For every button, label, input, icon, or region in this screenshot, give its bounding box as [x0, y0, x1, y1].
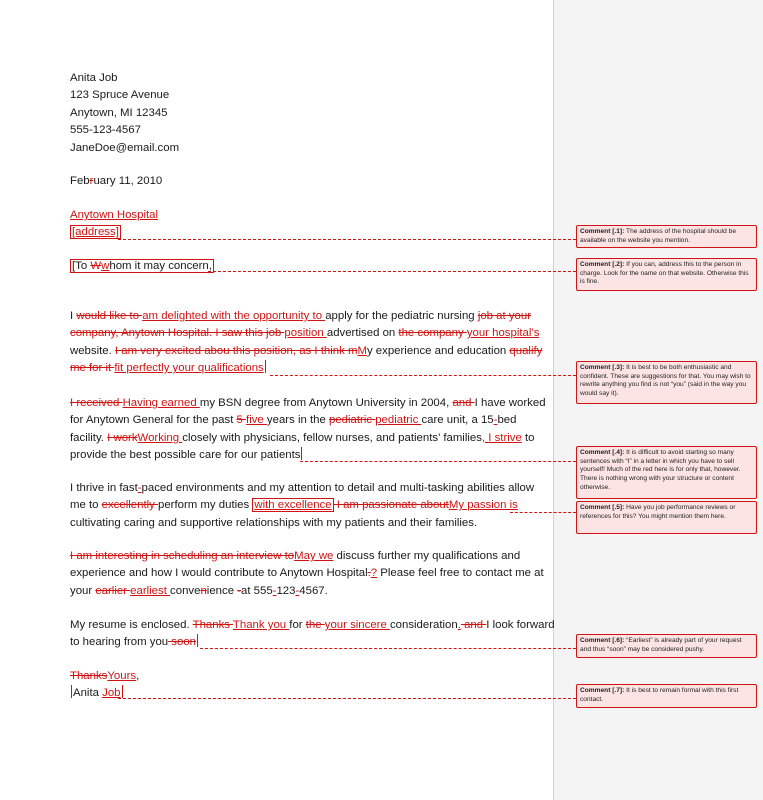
- text-run: closely with physicians, fellow nurses, and patients’ families: [182, 431, 482, 444]
- sender-city: Anytown, MI 12345: [70, 106, 168, 119]
- text-run: I look forward: [486, 619, 555, 631]
- tracked-deletion: W: [90, 260, 102, 272]
- text-run: uary 11, 2010: [93, 175, 163, 187]
- text-run: Please feel free to contact me at: [377, 567, 544, 580]
- text-run: perform my duties: [158, 499, 253, 512]
- comment-connector-3: [270, 375, 576, 376]
- comment-marker[interactable]: [122, 685, 123, 698]
- tracked-deletion: qualify: [509, 344, 543, 357]
- letter-date: [70, 173, 162, 190]
- tracked-deletion: the company: [398, 327, 467, 340]
- tracked-insertion: Yours: [107, 670, 137, 682]
- text-run: My resume is enclosed.: [70, 619, 193, 631]
- comment-marker[interactable]: [301, 447, 302, 460]
- recipient-address[interactable]: [address]: [72, 226, 119, 239]
- text-run: 4567.: [299, 584, 328, 597]
- tracked-insertion: ?: [370, 567, 378, 580]
- text-run: Feb: [70, 175, 90, 187]
- text-run: cultivating caring and supportive relationships with my patients and their families.: [70, 516, 478, 529]
- comment-connector-6: [200, 648, 576, 649]
- tracked-insertion: your hospital’s: [466, 327, 540, 340]
- text-run: I have worked: [474, 397, 546, 409]
- comment-connector-5: [510, 512, 576, 513]
- text-run: Comment [.5]:: [580, 504, 625, 511]
- text-line: [70, 515, 534, 532]
- tracked-insertion: position: [284, 327, 327, 340]
- tracked-insertion: Thank you: [232, 619, 290, 631]
- tracked-deletion: -: [237, 584, 241, 597]
- tracked-insertion: earliest: [130, 584, 171, 597]
- tracked-deletion: the: [305, 619, 325, 631]
- text-line: [70, 480, 534, 497]
- text-run: The address of the hospital should be available on the website you mention.: [580, 228, 737, 244]
- tracked-deletion: Thanks: [192, 619, 233, 631]
- text-run: for Anytown General for the past: [70, 414, 237, 427]
- text-run: I: [70, 310, 77, 322]
- text-run: years in the: [266, 414, 329, 427]
- comment-balloon-2[interactable]: [576, 258, 757, 291]
- text-run: experience and how I would contribute to Anytown Hospital: [70, 567, 368, 580]
- text-run: “Earliest” is already part of your request and thus “soon” may be considered pushy.: [580, 637, 742, 653]
- text-run: my BSN degree from Anytown University in 2004,: [199, 397, 453, 409]
- text-run: ,: [136, 670, 140, 682]
- closing: [70, 668, 139, 685]
- paragraph-2: [70, 395, 546, 465]
- comment-balloon-3[interactable]: [576, 361, 757, 404]
- sender-email: JaneDoe@email.com: [70, 141, 180, 154]
- tracked-deletion: Thanks: [70, 670, 108, 682]
- recipient-name: Anytown Hospital: [70, 209, 159, 221]
- signature: [70, 685, 139, 702]
- tracked-deletion: soon: [168, 636, 197, 649]
- text-run: Comment [.2]:: [580, 261, 625, 268]
- text-line: [70, 343, 542, 360]
- tracked-insertion: Working: [137, 431, 183, 444]
- sender-name: Anita Job: [70, 72, 118, 84]
- tracked-deletion: job at your: [477, 310, 532, 322]
- text-run: It is difficult to avoid starting so many sentences with “I” in a letter in which you have to sell yourself! Much of the red here is for only that, however. There is nothing wrong with your structure or content otherwise.: [580, 449, 741, 491]
- tracked-deletion: I am very excited abou this position, as I think m: [114, 344, 358, 357]
- tracked-deletion: excellently: [101, 499, 159, 512]
- text-run: facility.: [70, 431, 108, 444]
- text-run: It is best to remain formal with this first contact.: [580, 687, 739, 703]
- salutation-comment-anchor[interactable]: [70, 259, 214, 273]
- comment-connector-4: [300, 461, 576, 462]
- text-run: at 555: [241, 584, 273, 597]
- tracked-deletion: earlier: [95, 584, 131, 597]
- text-line: [70, 497, 534, 514]
- recipient-block: [70, 207, 158, 242]
- text-run: Anita: [73, 687, 103, 700]
- tracked-insertion: -: [272, 584, 277, 597]
- comment-balloon-4[interactable]: [576, 446, 757, 499]
- text-run: to: [521, 431, 535, 444]
- sender-phone: 555-123-4567: [70, 124, 141, 137]
- salutation: [70, 258, 214, 275]
- text-run: I thrive in fast: [70, 482, 138, 494]
- tracked-insertion: -: [493, 414, 498, 427]
- text-run: to hearing from you: [70, 636, 169, 649]
- comment-marker[interactable]: [265, 360, 266, 373]
- text-run: If you can, address this to the person in charge. Look for the name on that website. Otherwise this is fine.: [580, 261, 749, 286]
- text-line: [70, 583, 544, 600]
- tracked-insertion: five: [246, 414, 267, 427]
- text-run: conve: [170, 584, 201, 597]
- text-line: [70, 308, 542, 325]
- tracked-deletion: 5: [236, 414, 247, 427]
- tracked-deletion: company, Anytown Hospital. I saw this job: [70, 327, 285, 340]
- text-run: website.: [70, 344, 115, 357]
- sender-street: 123 Spruce Avenue: [70, 89, 170, 102]
- text-run: provide the best possible care for our patients: [70, 449, 301, 462]
- text-run: ience: [206, 584, 238, 597]
- text-run: your: [70, 584, 96, 597]
- tracked-insertion: pediatric: [375, 414, 422, 427]
- tracked-insertion: May we: [294, 550, 334, 562]
- tracked-insertion: -: [137, 482, 142, 494]
- text-run: Comment [.1]:: [580, 228, 625, 235]
- comment-marker[interactable]: [71, 685, 72, 698]
- tracked-deletion: .: [367, 567, 371, 580]
- text-run: Comment [.6]:: [580, 637, 625, 644]
- tracked-insertion: M: [357, 344, 367, 357]
- text-line: [70, 412, 546, 429]
- tracked-insertion: .: [457, 619, 461, 631]
- tracked-insertion: -: [295, 584, 300, 597]
- text-line: [70, 617, 555, 634]
- comment-balloon-6[interactable]: [576, 634, 757, 658]
- paragraph-1: [70, 308, 542, 378]
- sender-block: [70, 70, 179, 157]
- comment-balloon-5[interactable]: [576, 501, 757, 534]
- text-line: [70, 325, 542, 342]
- text-run: paced environments and my attention to detail and multi-tasking abilities allow: [141, 482, 535, 494]
- tracked-deletion: pediatric: [328, 414, 376, 427]
- tracked-insertion: My passion is: [448, 499, 518, 512]
- text-run: bed: [497, 414, 517, 427]
- text-run: Have you job performance reviews or references for this? You might mention them here.: [580, 504, 736, 520]
- tracked-insertion: fit perfectly your qualifications: [114, 362, 264, 375]
- tracked-insertion: , I strive: [481, 431, 522, 444]
- comment-connector-7: [118, 698, 576, 699]
- comment-connector-2: [208, 271, 576, 272]
- text-run: y experience and education: [366, 344, 510, 357]
- text-run: 123: [276, 584, 296, 597]
- paragraph-4: [70, 548, 544, 600]
- text-run: Comment [.7]:: [580, 687, 625, 694]
- comment-marker[interactable]: [197, 634, 198, 647]
- deletion: r: [89, 175, 94, 187]
- text-run: for: [289, 619, 306, 631]
- tracked-insertion: your sincere: [324, 619, 390, 631]
- paragraph-3: [70, 480, 534, 532]
- text-run: It is best to be both enthusiastic and confident. These are suggestions for that. You may wish to rewrite anything you find is not “you” (said in the way you would say it).: [580, 364, 751, 398]
- text-line: [70, 395, 546, 412]
- text-run: apply for the pediatric nursing: [325, 310, 478, 322]
- tracked-deletion: I am interesting in scheduling an interview to: [70, 550, 295, 562]
- paragraph-5: [70, 617, 555, 652]
- text-run: care unit, a 15: [421, 414, 494, 427]
- tracked-deletion: I am passionate about: [333, 499, 449, 512]
- text-run: discuss further my qualifications and: [333, 550, 521, 562]
- text-line: [70, 548, 544, 565]
- tracked-deletion: and: [452, 397, 475, 409]
- text-run: [To: [72, 260, 91, 272]
- comment-anchor[interactable]: with excellence: [254, 499, 332, 512]
- tracked-insertion: Job: [102, 687, 121, 700]
- tracked-deletion: I received: [70, 397, 123, 409]
- tracked-deletion: me for it: [70, 362, 115, 375]
- tracked-deletion: n: [200, 584, 207, 597]
- text-run: Comment [.3]:: [580, 364, 625, 371]
- text-run: me to: [70, 499, 102, 512]
- text-line: [70, 565, 544, 582]
- tracked-insertion: am delighted with the opportunity to: [142, 310, 326, 322]
- text-line: [70, 634, 555, 651]
- text-run: consideration: [389, 619, 458, 631]
- tracked-insertion: w: [101, 260, 110, 272]
- comment-connector-1: [118, 239, 576, 240]
- comment-balloon-7[interactable]: [576, 684, 757, 708]
- tracked-deletion: would like to: [76, 310, 143, 322]
- text-run: hom it may concern,: [109, 260, 212, 272]
- tracked-insertion: Having earned: [122, 397, 200, 409]
- text-run: advertised on: [326, 327, 399, 340]
- text-run: Comment [.4]:: [580, 449, 625, 456]
- tracked-deletion: I work: [107, 431, 138, 444]
- comment-balloon-1[interactable]: [576, 225, 757, 248]
- tracked-deletion: and: [460, 619, 487, 631]
- text-line: [70, 430, 546, 447]
